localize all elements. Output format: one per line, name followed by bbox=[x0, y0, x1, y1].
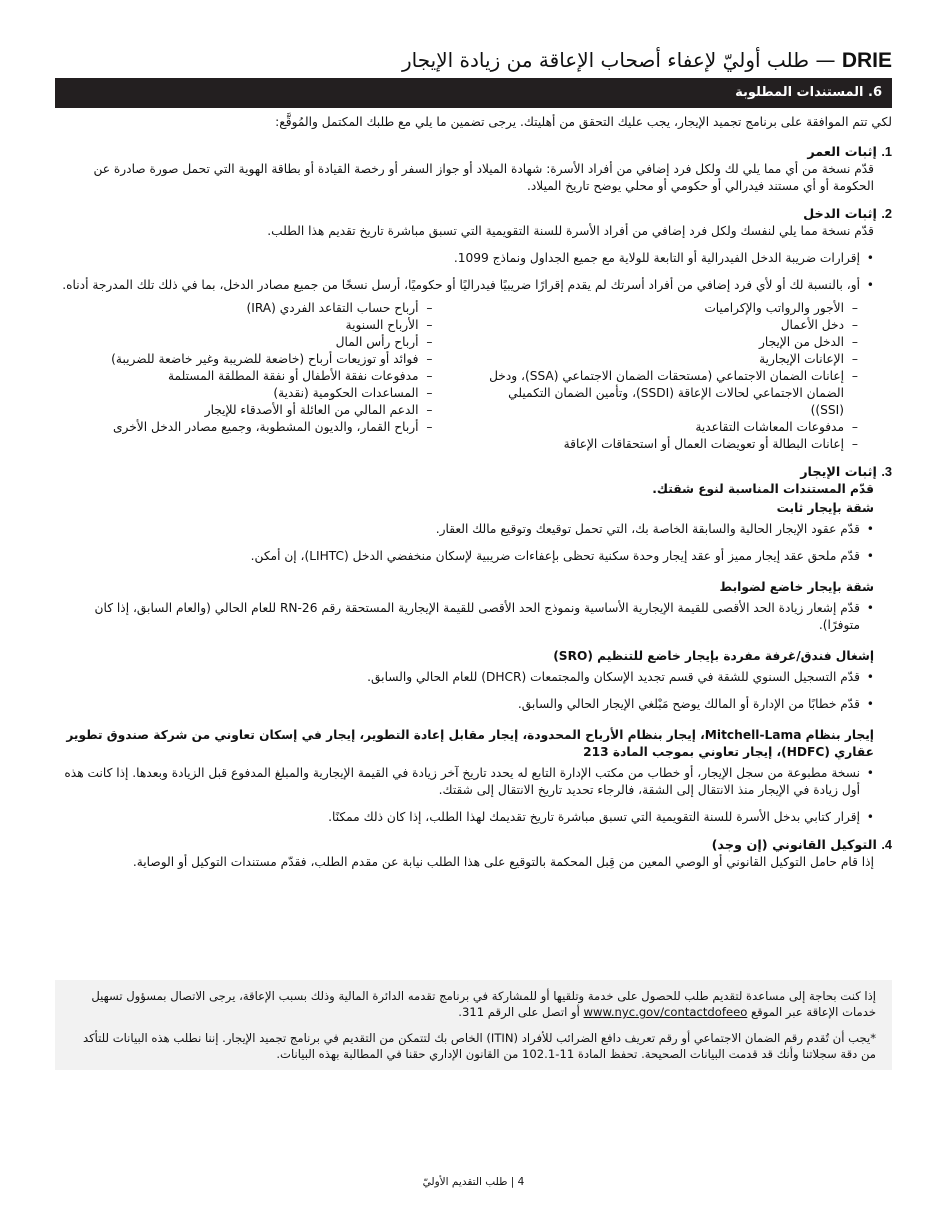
age-heading bbox=[55, 143, 892, 161]
mitchell-lama-bullet: • نسخة مطبوعة من سجل الإيجار، أو خطاب من مكتب الإدارة التابع له يحدد تاريخ آخر زيادة في القيمة الإيجارية والمبلغ المدفوع قبل الزيادة وبعدها. إذا كانت هذه أول زيادة في الإيجار منذ الانتقال إلى الشقة، فالرجاء تحديد تاريخ الانتقال إلى شقتك. bbox=[55, 765, 892, 799]
mitchell-lama-title: إيجار بنظام Mitchell-Lama، إيجار بنظام الأرباح المحدودة، إيجار مقابل إعادة التطوير، إيجار في إسكان تعاوني من شركة صندوق تطوير عقاري (HDFC)، إيجار تعاوني بموجب المادة 213 bbox=[66, 728, 874, 759]
income-source-item: – فوائد أو توزيعات أرباح (خاضعة للضريبة وغير خاضعة للضريبة) bbox=[55, 351, 433, 368]
income-source-item: – الأرباح السنوية bbox=[55, 317, 433, 334]
footer-separator: | bbox=[510, 1176, 515, 1188]
document-body bbox=[55, 114, 892, 871]
income-source-item: – دخل الأعمال bbox=[481, 317, 859, 334]
page-number: 4 bbox=[517, 1176, 525, 1188]
title-acronym: DRIE bbox=[841, 49, 892, 72]
income-number: 2. bbox=[881, 206, 892, 221]
income-source-item: – المساعدات الحكومية (نقدية) bbox=[55, 385, 433, 402]
income-heading-text: إثبات الدخل bbox=[803, 207, 877, 222]
income-body: قدّم نسخة مما يلي لنفسك ولكل فرد إضافي من أفراد الأسرة للسنة التقويمية التي تسبق مباشرة تاريخ تقديم هذا الطلب. bbox=[267, 224, 874, 238]
accessibility-note-phone: أو اتصل على الرقم 311. bbox=[458, 1005, 580, 1019]
income-heading bbox=[55, 205, 892, 223]
age-number: 1. bbox=[881, 144, 892, 159]
rent-subheading: قدّم المستندات المناسبة لنوع شقتك. bbox=[652, 482, 874, 496]
rent-heading-text: إثبات الإيجار bbox=[800, 465, 877, 480]
income-bullet: • إقرارات ضريبة الدخل الفيدرالية أو التابعة للولاية مع جميع الجداول ونماذج 1099. bbox=[55, 250, 892, 267]
disability-notice-box bbox=[55, 980, 892, 1070]
rent-section bbox=[55, 463, 892, 826]
income-source-item: – أرباح حساب التقاعد الفردي (IRA) bbox=[55, 300, 433, 317]
income-source-item: – إعانات البطالة أو تعويضات العمال أو استحقاقات الإعاقة bbox=[481, 436, 859, 453]
income-bullet: • أو، بالنسبة لك أو لأي فرد إضافي من أفراد أسرتك لم يقدم إقرارًا ضريبيًا فيدراليًا أو حكوميًا، أرسل نسخًا من جميع مصادر الدخل، بما في ذلك تلك المدرجة أدناه. bbox=[55, 277, 892, 294]
income-source-item: – مدفوعات نفقة الأطفال أو نفقة المطلقة المستلمة bbox=[55, 368, 433, 385]
poa-heading bbox=[55, 836, 892, 854]
page-title bbox=[55, 48, 892, 80]
footer-label: طلب التقديم الأوليّ bbox=[422, 1176, 508, 1188]
rent-heading bbox=[55, 463, 892, 481]
age-heading-text: إثبات العمر bbox=[807, 145, 877, 160]
fixed-rent-title: شقة بإيجار ثابت bbox=[776, 501, 874, 515]
mitchell-lama-bullet: • إقرار كتابي بدخل الأسرة للسنة التقويمية التي تسبق مباشرة تاريخ تقديمك لهذا الطلب، إذا كان ذلك ممكنًا. bbox=[55, 809, 892, 826]
age-body: قدّم نسخة من أي مما يلي لك ولكل فرد إضافي من أفراد الأسرة: شهادة الميلاد أو جواز السفر أو رخصة القيادة أو بطاقة الهوية التي تحمل صورة صادرة عن الحكومة أو أي مستند فيدرالي أو حكومي أو محلي يوضح تاريخ الميلاد. bbox=[93, 162, 874, 193]
income-source-item: – الإعانات الإيجارية bbox=[481, 351, 859, 368]
contact-link[interactable]: www.nyc.gov/contactdofeeo bbox=[583, 1005, 748, 1019]
income-sources-right bbox=[441, 300, 875, 453]
sro-bullet: • قدّم التسجيل السنوي للشقة في قسم تجديد الإسكان والمجتمعات (DHCR) للعام الحالي والسابق. bbox=[55, 669, 892, 686]
income-section bbox=[55, 205, 892, 453]
poa-section bbox=[55, 836, 892, 871]
income-source-item: – أرباح رأس المال bbox=[55, 334, 433, 351]
age-section bbox=[55, 143, 892, 195]
poa-heading-text: التوكيل القانوني (إن وجد) bbox=[711, 838, 877, 853]
poa-body: إذا قام حامل التوكيل القانوني أو الوصي المعين من قِبل المحكمة بالتوقيع على هذا الطلب نيابة عن مقدم الطلب، فقدّم مستندات التوكيل أو الوصاية. bbox=[132, 855, 874, 869]
page-footer bbox=[55, 1176, 892, 1188]
section-header-bar: 6. المستندات المطلوبة bbox=[55, 78, 892, 108]
accessibility-note bbox=[69, 988, 876, 1020]
controlled-rent-title: شقة بإيجار خاضع لضوابط bbox=[719, 580, 874, 594]
income-sources-left bbox=[55, 300, 441, 453]
income-source-columns bbox=[55, 300, 892, 453]
sro-title: إشغال فندق/غرفة مفردة بإيجار خاضع للتنظيم (SRO) bbox=[553, 649, 874, 663]
income-source-item: – الدعم المالي من العائلة أو الأصدقاء للإيجار bbox=[55, 402, 433, 419]
income-source-item: – مدفوعات المعاشات التقاعدية bbox=[481, 419, 859, 436]
accessibility-note-text: إذا كنت بحاجة إلى مساعدة لتقديم طلب للحصول على خدمة وتلقيها أو للمشاركة في برنامج تقدمه الدائرة المالية وذلك بسبب الإعاقة، يرجى الاتصال بمسؤول تسهيل خدمات الإعاقة عبر الموقع bbox=[91, 989, 876, 1019]
sro-bullet: • قدّم خطابًا من الإدارة أو المالك يوضح مَبْلغي الإيجار الحالي والسابق. bbox=[55, 696, 892, 713]
controlled-rent-bullet: • قدّم إشعار زيادة الحد الأقصى للقيمة الإيجارية الأساسية ونموذج الحد الأقصى للقيمة الإيجارية المستحقة رقم RN-26 للعام الحالي (والعام السابق، إذا كان متوفرًا). bbox=[55, 600, 892, 634]
rent-number: 3. bbox=[881, 464, 892, 479]
ssn-note: *يجب أن تُقدم رقم الضمان الاجتماعي أو رقم تعريف دافع الضرائب للأفراد (ITIN) الخاص بك لتتمكن من التقديم في برنامج تجميد الإيجار. إننا نطلب هذه البيانات للتأكد من دقة سجلاتنا وأنك قد قدمت البيانات الصحيحة. تحفظ المادة 11-102.1 من القانون الإداري حقنا في المطالبة بهذه البيانات. bbox=[83, 1031, 876, 1061]
title-text: — طلب أوليّ لإعفاء أصحاب الإعاقة من زيادة الإيجار bbox=[402, 48, 836, 72]
income-source-item: – أرباح القمار، والديون المشطوبة، وجميع مصادر الدخل الأخرى bbox=[55, 419, 433, 436]
intro-paragraph: لكي تتم الموافقة على برنامج تجميد الإيجار، يجب عليك التحقق من أهليتك. يرجى تضمين ما يلي مع طلبك المكتمل والمُوقَّع: bbox=[275, 115, 892, 129]
income-source-item: – إعانات الضمان الاجتماعي (مستحقات الضمان الاجتماعي (SSA)، ودخل الضمان الاجتماعي لحالات الإعاقة (SSDI)، وتأمين الضمان التكميلي (SSI)) bbox=[481, 368, 859, 419]
income-source-item: – الأجور والرواتب والإكراميات bbox=[481, 300, 859, 317]
fixed-rent-bullet: • قدّم عقود الإيجار الحالية والسابقة الخاصة بك، التي تحمل توقيعك وتوقيع مالك العقار. bbox=[55, 521, 892, 538]
poa-number: 4. bbox=[881, 837, 892, 852]
income-source-item: – الدخل من الإيجار bbox=[481, 334, 859, 351]
fixed-rent-bullet: • قدّم ملحق عقد إيجار مميز أو عقد إيجار وحدة سكنية تحظى بإعفاءات ضريبية لإسكان منخفضي الدخل (LIHTC)، إن أمكن. bbox=[55, 548, 892, 565]
